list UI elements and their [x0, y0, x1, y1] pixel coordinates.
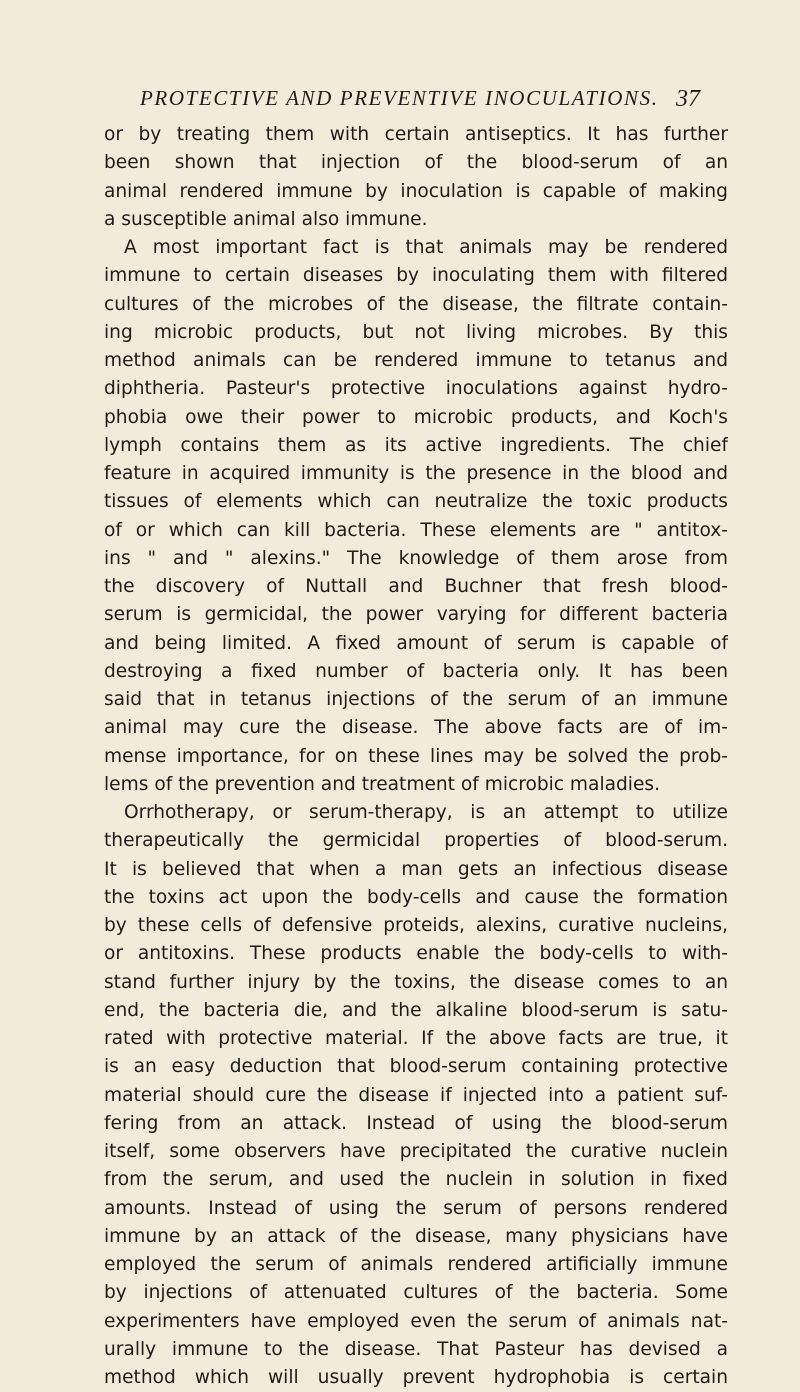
text-line: feature in acquired immunity is the presence in the blood and: [104, 463, 728, 484]
text-line: and being limited. A fixed amount of serum is capable of: [104, 632, 728, 654]
text-line: lems of the prevention and treatment of microbic maladies.: [104, 773, 661, 795]
text-line: immune by an attack of the disease, many physicians have: [104, 1225, 728, 1247]
text-line: serum is germicidal, the power varying for different bacteria: [104, 604, 728, 626]
body-text: [104, 121, 728, 1392]
text-line: is an easy deduction that blood-serum containing protective: [104, 1056, 728, 1078]
text-line: a susceptible animal also immune.: [104, 208, 428, 230]
text-line: by injections of attenuated cultures of the bacteria. Some: [104, 1282, 728, 1304]
text-line: lymph contains them as its active ingredients. The chief: [104, 434, 728, 456]
text-line: amounts. Instead of using the serum of persons rendered: [104, 1197, 728, 1219]
text-line: employed the serum of animals rendered artificially immune: [104, 1254, 728, 1275]
text-line: destroying a fixed number of bacteria only. It has been: [104, 660, 728, 682]
text-line: method animals can be rendered immune to tetanus and: [104, 350, 728, 371]
text-line: diphtheria. Pasteur's protective inoculations against hydro-: [104, 378, 728, 400]
text-line: by these cells of defensive proteids, alexins, curative nucleins,: [104, 915, 728, 936]
text-line: the discovery of Nuttall and Buchner that fresh blood-: [104, 576, 728, 597]
text-line: It is believed that when a man gets an infectious disease: [104, 858, 728, 880]
text-line: urally immune to the disease. That Pasteur has devised a: [104, 1338, 728, 1360]
text-line: therapeutically the germicidal properties of blood-serum.: [104, 830, 728, 852]
text-line: stand further injury by the toxins, the disease comes to an: [104, 971, 728, 993]
text-line: phobia owe their power to microbic products, and Koch's: [104, 406, 728, 428]
text-line: A most important fact is that animals may be rendered: [124, 237, 728, 258]
text-line: the toxins act upon the body-cells and cause the formation: [104, 886, 728, 908]
text-line: or antitoxins. These products enable the body-cells to with-: [104, 943, 728, 965]
text-line: animal rendered immune by inoculation is capable of making: [104, 180, 728, 202]
text-line: method which will usually prevent hydrophobia is certain: [104, 1367, 728, 1388]
text-line: fering from an attack. Instead of using the blood-serum: [104, 1112, 728, 1134]
text-line: itself, some observers have precipitated the curative nuclein: [104, 1141, 728, 1162]
text-line: mense importance, for on these lines may be solved the prob-: [104, 745, 728, 767]
text-line: Orrhotherapy, or serum-therapy, is an attempt to utilize: [124, 802, 728, 823]
text-line: said that in tetanus injections of the serum of an immune: [104, 689, 728, 710]
page-number: 37: [676, 86, 700, 112]
text-line: cultures of the microbes of the disease, the filtrate contain-: [104, 293, 728, 315]
text-line: tissues of elements which can neutralize the toxic products: [104, 491, 728, 513]
text-line: of or which can kill bacteria. These elements are " antitox-: [104, 519, 728, 541]
text-line: been shown that injection of the blood-serum of an: [104, 152, 728, 174]
text-line: rated with protective material. If the above facts are true, it: [104, 1028, 728, 1049]
text-line: animal may cure the disease. The above facts are of im-: [104, 717, 728, 739]
text-line: ins " and " alexins." The knowledge of them arose from: [104, 547, 728, 569]
text-line: or by treating them with certain antiseptics. It has further: [104, 124, 728, 145]
text-line: from the serum, and used the nuclein in solution in fixed: [104, 1169, 728, 1191]
text-line: material should cure the disease if injected into a patient suf-: [104, 1084, 728, 1106]
running-head: PROTECTIVE AND PREVENTIVE INOCULATIONS.: [140, 86, 659, 110]
text-line: immune to certain diseases by inoculating them with filtered: [104, 265, 728, 287]
text-line: experimenters have employed even the serum of animals nat-: [104, 1310, 728, 1332]
text-line: ing microbic products, but not living microbes. By this: [104, 321, 728, 343]
text-line: end, the bacteria die, and the alkaline blood-serum is satu-: [104, 999, 728, 1021]
